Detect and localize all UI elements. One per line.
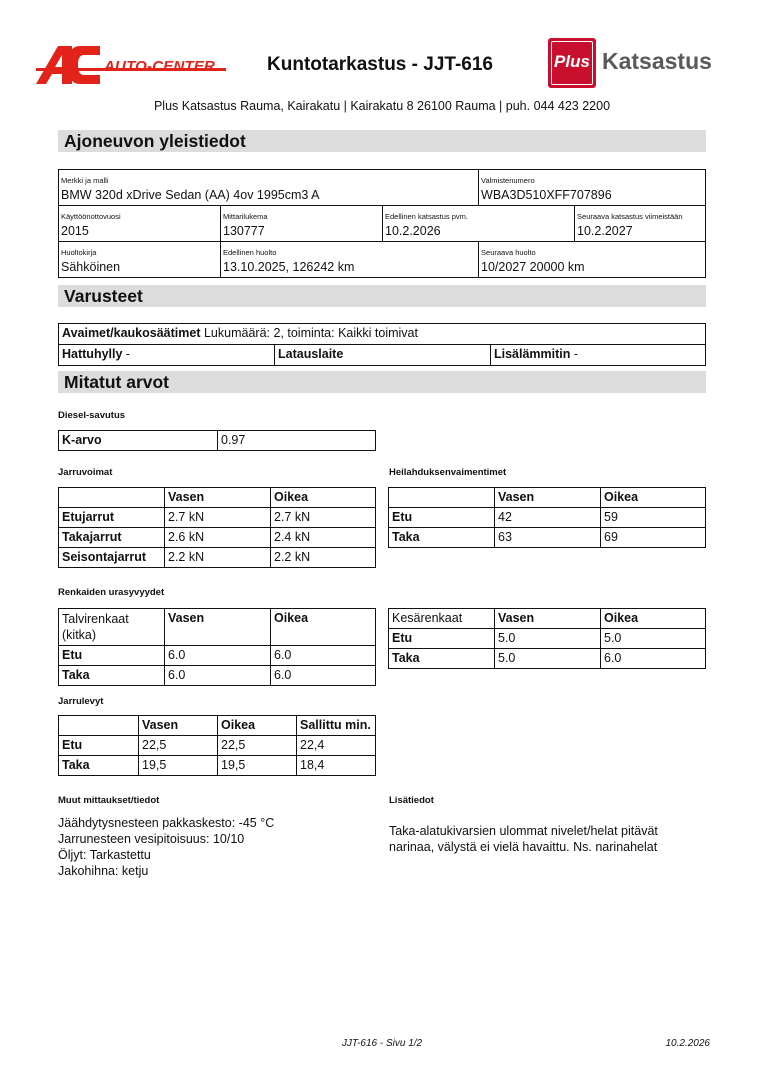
plus-logo-box [548, 38, 596, 88]
section-title: Ajoneuvon yleistiedot [64, 131, 246, 151]
list-item: Öljyt: Tarkastettu [58, 848, 151, 862]
shocks-table: Vasen Oikea Etu 42 59 Taka 63 69 [388, 487, 706, 548]
station-info: Plus Katsastus Rauma, Kairakatu | Kairakatu 8 26100 Rauma | puh. 044 423 2200 [153, 99, 611, 113]
next-inspection-cell: Seuraava katsastus viimeistään 10.2.2027 [575, 206, 706, 242]
plus-logo-box-text: Plus [554, 52, 590, 71]
odometer-cell: Mittarilukema 130777 [221, 206, 383, 242]
plus-logo-name: Katsastus [602, 48, 712, 74]
table-row: Etu 5.0 5.0 [389, 629, 706, 649]
section-title: Mitatut arvot [64, 372, 169, 392]
document-title: Kuntotarkastus - JJT-616 [267, 54, 493, 75]
table-row: Taka 6.0 6.0 [59, 666, 376, 686]
table-row: Taka 19,5 19,5 18,4 [59, 756, 376, 776]
table-row: Seisontajarrut 2.2 kN 2.2 kN [59, 548, 376, 568]
service-book-cell: Huoltokirja Sähköinen [59, 242, 221, 278]
list-item: Jäähdytysnesteen pakkaskesto: -45 °C [58, 816, 275, 830]
section-measured-values [58, 371, 706, 393]
vin-cell: Valmistenumero WBA3D510XFF707896 [479, 170, 706, 206]
brakes-label: Jarruvoimat [58, 467, 113, 478]
first-use-cell: Käyttöönottovuosi 2015 [59, 206, 221, 242]
table-row: Etu 42 59 [389, 508, 706, 528]
table-row: Etujarrut 2.7 kN 2.7 kN [59, 508, 376, 528]
brakes-table: Vasen Oikea Etujarrut 2.7 kN 2.7 kN Takajarrut 2.6 kN 2.4 kN Seisontajarrut 2.2 kN 2.2 kN [58, 487, 376, 568]
last-service-cell: Edellinen huolto 13.10.2025, 126242 km [221, 242, 479, 278]
vehicle-info-table [58, 169, 706, 278]
list-item: Jarrunesteen vesipitoisuus: 10/10 [58, 832, 245, 846]
other-measurements [58, 815, 274, 879]
tires-label: Renkaiden urasyvyydet [58, 587, 165, 598]
list-item: Jakohihna: ketju [58, 864, 149, 878]
summer-tires-title: Kesärenkaat [389, 609, 495, 629]
notes-label: Lisätiedot [389, 795, 434, 806]
section-title: Varusteet [64, 286, 143, 306]
discs-table: Vasen Oikea Sallittu min. Etu 22,5 22,5 22,4 Taka 19,5 19,5 18,4 [58, 715, 376, 776]
auto-center-logo-text: AUTO-CENTER [104, 58, 216, 75]
plus-katsastus-logo [548, 38, 728, 90]
make-model-cell: Merkki ja malli BMW 320d xDrive Sedan (AA) 4ov 1995cm3 A [59, 170, 479, 206]
section-equipment [58, 285, 706, 307]
table-row: Etu 22,5 22,5 22,4 [59, 736, 376, 756]
keys-cell: Avaimet/kaukosäätimet Lukumäärä: 2, toiminta: Kaikki toimivat [59, 324, 706, 345]
summer-tires-table: Kesärenkaat Vasen Oikea Etu 5.0 5.0 Taka 5.0 6.0 [388, 608, 706, 669]
diesel-label: Diesel-savutus [58, 410, 126, 421]
table-row: Taka 63 69 [389, 528, 706, 548]
page-number: JJT-616 - Sivu 1/2 [341, 1038, 423, 1049]
discs-label: Jarrulevyt [58, 696, 104, 707]
footer-date: 10.2.2026 [665, 1038, 710, 1049]
k-value: 0.97 [218, 431, 376, 451]
make-model: BMW 320d xDrive Sedan (AA) 4ov 1995cm3 A [61, 188, 320, 202]
roof-rack-cell: Hattuhylly - [59, 345, 275, 366]
table-row: Taka 5.0 6.0 [389, 649, 706, 669]
other-measurements-label: Muut mittaukset/tiedot [58, 795, 160, 806]
heater-cell: Lisälämmitin - [491, 345, 706, 366]
table-row: Etu 6.0 6.0 [59, 646, 376, 666]
table-row: Takajarrut 2.6 kN 2.4 kN [59, 528, 376, 548]
winter-tires-table: Talvirenkaat (kitka) Vasen Oikea Etu 6.0 6.0 Taka 6.0 6.0 [58, 608, 376, 686]
shocks-label: Heilahduksenvaimentimet [389, 467, 507, 478]
section-vehicle-info [58, 130, 706, 152]
report-header [0, 0, 764, 130]
diesel-table: K-arvo 0.97 [58, 430, 376, 451]
last-inspection-cell: Edellinen katsastus pvm. 10.2.2026 [383, 206, 575, 242]
winter-tires-title: Talvirenkaat (kitka) [59, 609, 165, 646]
notes-text: Taka-alatukivarsien ulommat nivelet/helat pitävät narinaa, välystä ei vielä havaittu. Ns. narinahelat [389, 824, 658, 854]
charger-cell: Latauslaite [275, 345, 491, 366]
vin: WBA3D510XFF707896 [481, 188, 612, 202]
next-service-cell: Seuraava huolto 10/2027 20000 km [479, 242, 706, 278]
equipment-table [58, 323, 706, 366]
